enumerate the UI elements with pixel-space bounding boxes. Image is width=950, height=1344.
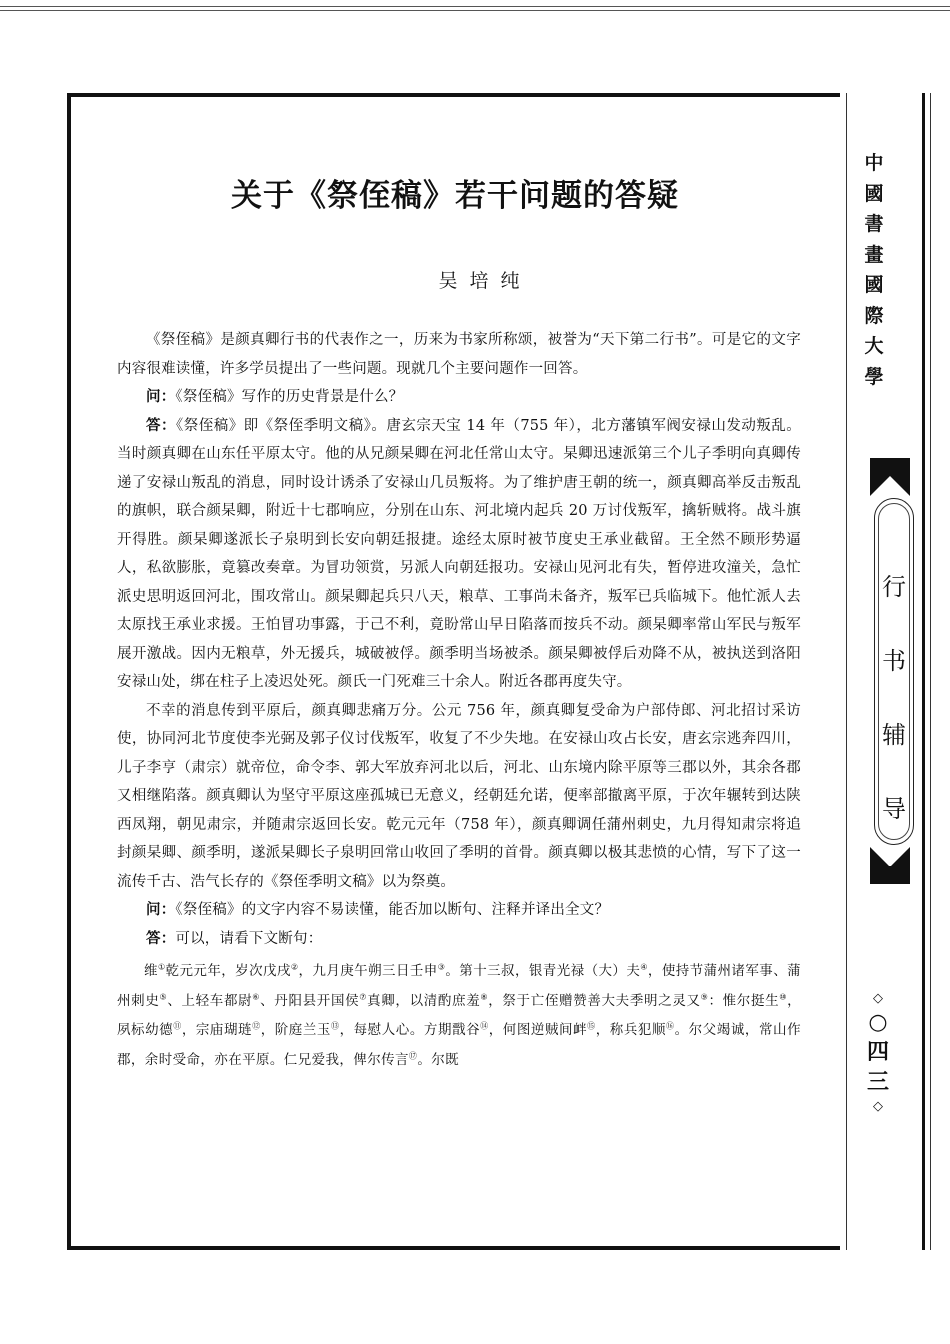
footnote-marker: ④ <box>640 962 648 972</box>
page-number-char: ○ <box>868 1010 888 1035</box>
classical-segment: ，祭于亡侄赠赞善大夫季明之灵又 <box>488 992 701 1009</box>
section-bar-top <box>870 458 910 476</box>
history-paragraph: 不幸的消息传到平原后，颜真卿悲痛万分。公元 756 年，颜真卿复受命为户部侍郎、河北招讨采访使，协同河北节度使李光弼及郭子仪讨伐叛军，收复了不少失地。在安禄山攻占长安，唐玄宗逃奔四川，儿子李亨（肃宗）就帝位，命令李、郭大军放弃河北以后，河北、山东境内除平原等三郡以外，其余各郡又相继陷落。颜真卿认为坚守平原这座孤城已无意义，经朝廷允诺，便率部撤离平原，于次年辗转到达陕西凤翔，朝见肃宗，并随肃宗返回长安。乾元元年（758 年），颜真卿调任蒲州刺史，九月得知肃宗将追封颜杲卿、颜季明，遂派杲卿长子泉明回常山收回了季明的首骨。颜真卿以极其悲愤的心情，写下了这一流传千古、浩气长存的《祭侄季明文稿》以为祭奠。 <box>117 702 801 890</box>
question-text: 《祭侄稿》写作的历史背景是什么？ <box>175 389 404 405</box>
classical-segment: ，称兵犯顺 <box>595 1022 667 1038</box>
section-label <box>874 550 914 846</box>
top-rule <box>0 6 950 7</box>
journal-name-char: 國 <box>864 182 884 205</box>
classical-segment: 。第十三叔，银青光禄（大）夫 <box>445 963 641 979</box>
journal-name-char: 學 <box>864 365 884 388</box>
journal-name-char: 中 <box>864 152 884 174</box>
classical-segment: 、上轻车都尉 <box>167 992 253 1009</box>
classical-segment: 维 <box>144 963 158 979</box>
answer-text: 可以，请看下文断句： <box>175 930 323 947</box>
classical-segment: ，每慰人心。方期戬谷 <box>339 1022 481 1038</box>
journal-name <box>858 148 890 392</box>
section-label-char: 导 <box>882 795 906 823</box>
footnote-marker: ⑩ <box>779 992 788 1001</box>
answer-label: 答： <box>146 416 176 434</box>
question-1 <box>117 383 801 412</box>
sidebar-divider-thick <box>922 93 925 1250</box>
footnote-marker: ⑧ <box>480 992 489 1001</box>
diamond-icon: ◇ <box>873 991 883 1006</box>
classical-segment: ，九月庚午朔三日壬申 <box>298 963 438 979</box>
diamond-icon: ◇ <box>873 1099 883 1114</box>
classical-segment: 。尔既 <box>417 1051 460 1068</box>
article-author: 吴培纯 <box>438 270 532 292</box>
article-title: 关于《祭侄稿》若干问题的答疑 <box>231 178 679 214</box>
footnote-marker: ⑪ <box>173 1021 182 1031</box>
section-bar-bottom <box>870 866 910 884</box>
section-label-char: 行 <box>882 573 906 601</box>
footnote-marker: ⑦ <box>359 992 368 1001</box>
classical-segment: 真卿，以清酌庶羞 <box>367 992 481 1009</box>
page-number <box>858 990 898 1116</box>
footnote-marker: ⑭ <box>480 1021 489 1031</box>
footnote-marker: ⑥ <box>252 992 261 1001</box>
classical-segment: 。尔父竭诚，常山作郡，余时受命，亦在平原。仁兄爱我，俾尔传言 <box>117 1022 801 1068</box>
classical-segment: ：惟尔挺生 <box>708 992 780 1009</box>
classical-segment: 、丹阳县开国侯 <box>260 992 360 1009</box>
article-body <box>117 326 801 1075</box>
page-number-char: 四 <box>866 1040 889 1065</box>
classical-segment: ，夙标幼德 <box>117 992 802 1038</box>
section-bar-bottom-notch <box>870 847 910 867</box>
classical-segment: ，宗庙瑚琏 <box>181 1022 253 1038</box>
question-label: 问： <box>146 901 176 918</box>
classical-segment: ，阶庭兰玉 <box>260 1022 331 1038</box>
footnote-marker: ⑰ <box>408 1051 418 1060</box>
footnote-marker: ⑫ <box>252 1021 261 1031</box>
sidebar-divider-outer <box>930 93 931 1250</box>
footnote-marker: ② <box>290 962 299 972</box>
section-bar-top-notch <box>870 476 910 496</box>
footnote-marker: ⑬ <box>331 1021 340 1031</box>
journal-name-char: 畫 <box>864 243 884 266</box>
classical-segment: 乾元元年，岁次戊戌 <box>165 963 291 979</box>
footnote-marker: ③ <box>437 962 446 972</box>
footnote-marker: ⑮ <box>587 1021 596 1031</box>
sidebar-divider <box>846 93 847 1250</box>
footnote-marker: ⑯ <box>666 1021 675 1031</box>
classical-text <box>117 957 801 1075</box>
page-number-char: 三 <box>866 1070 889 1095</box>
question-2 <box>117 896 801 925</box>
question-text: 《祭侄稿》的文字内容不易读懂，能否加以断句、注释并译出全文？ <box>175 902 610 918</box>
footnote-marker: ① <box>157 962 166 972</box>
classical-segment: ，使持节蒲州诸军事、蒲州刺史 <box>117 963 802 1009</box>
answer-1 <box>117 412 801 697</box>
section-label-char: 辅 <box>882 721 906 749</box>
journal-name-char: 國 <box>864 274 884 296</box>
journal-name-char: 大 <box>864 335 884 357</box>
footnote-marker: ⑨ <box>700 992 709 1001</box>
intro-paragraph: 《祭侄稿》是颜真卿行书的代表作之一，历来为书家所称颂，被誉为“天下第二行书”。可是它的文字内容很难读懂，许多学员提出了一些问题。现就几个主要问题作一回答。 <box>117 332 801 377</box>
answer-2 <box>117 925 801 954</box>
top-rule-2 <box>0 10 950 11</box>
classical-segment: ，何图逆贼间衅 <box>488 1022 588 1038</box>
answer-label: 答： <box>146 929 176 947</box>
question-label: 问： <box>146 388 176 405</box>
journal-name-char: 際 <box>864 304 884 327</box>
answer-text: 《祭侄稿》即《祭侄季明文稿》。唐玄宗天宝 14 年（755 年），北方藩镇军阀安禄山发动叛乱。当时颜真卿在山东任平原太守。他的从兄颜杲卿在河北任常山太守。杲卿迅速派第三个儿子季明向真卿传递了安禄山叛乱的消息，同时设计诱杀了安禄山几员叛将。为了维护唐王朝的统一，颜真卿高举反击叛乱的旗帜，联合颜杲卿，附近十七郡响应，分别在山东、河北境内起兵 20 万讨伐叛军，擒斩贼将。战斗旗开得胜。颜杲卿遂派长子泉明到长安向朝廷报捷。途经太原时被节度史王承业截留。王全然不顾形势逼人，私欲膨胀，竟篡改奏章。为冒功领赏，另派人向朝廷报功。安禄山见河北有失，暂停进攻潼关，急忙派史思明返回河北，围攻常山。颜杲卿起兵只八天，粮草、工事尚未备齐，叛军已兵临城下。他忙派人去太原找王承业求援。王怕冒功事露，于己不利，竟盼常山早日陷落而按兵不动。颜杲卿率常山军民与叛军展开激战。因内无粮草，外无援兵，城破被俘。颜季明当场被杀。颜杲卿被俘后劝降不从，被执送到洛阳安禄山处，绑在柱子上凌迟处死。颜氏一门死难三十余人。附近各郡再度失守。 <box>117 417 801 690</box>
journal-name-char: 書 <box>864 213 884 235</box>
page-number-digits <box>858 1008 898 1098</box>
section-label-char: 书 <box>882 647 906 675</box>
footnote-marker: ⑤ <box>159 992 168 1001</box>
